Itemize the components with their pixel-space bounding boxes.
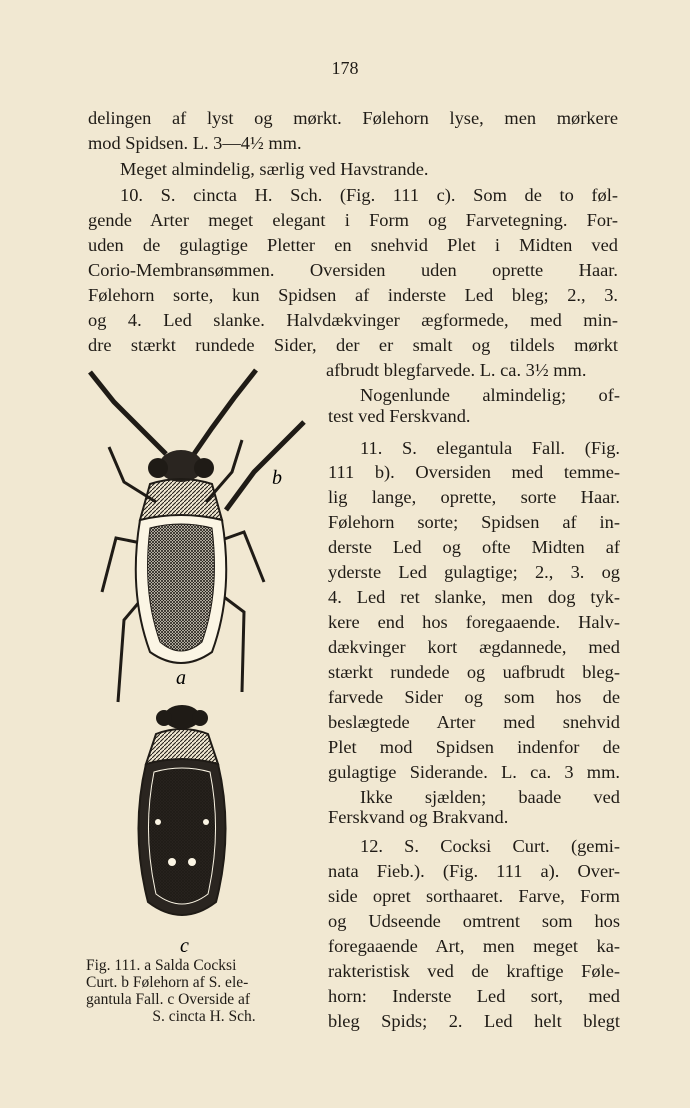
text-line: Plet mod Spidsen indenfor de (328, 737, 620, 757)
bug-a-salda-cocksi (90, 370, 264, 702)
text-line: lig lange, oprette, sorte Haar. (328, 487, 620, 507)
text-line: dækvinger kort ægdannede, med (328, 637, 620, 657)
text-line: foregaaende Art, men meget ka- (328, 936, 620, 956)
text-line: 4. Led ret slanke, men dog tyk- (328, 587, 620, 607)
antenna-b (226, 422, 304, 510)
text-line: test ved Ferskvand. (328, 406, 471, 426)
text-line: og Udseende omtrent som hos (328, 911, 620, 931)
caption-line: Fig. 111. a Salda Cocksi (86, 957, 237, 974)
page-number: 178 (331, 58, 359, 78)
text-line: 12. S. Cocksi Curt. (gemi- (360, 836, 620, 856)
text-line: beslægtede Arter med snehvid (328, 712, 620, 732)
text-line: Følehorn sorte, kun Spidsen af inderste Led bleg; 2., 3. (88, 285, 618, 305)
insect-illustration (84, 362, 324, 962)
text-line: Nogenlunde almindelig; of- (360, 385, 620, 405)
text-line: side opret sorthaaret. Farve, Form (328, 886, 620, 906)
text-line: 11. S. elegantula Fall. (Fig. (360, 438, 620, 458)
text-line: horn: Inderste Led sort, med (328, 986, 620, 1006)
text-line: kere end hos foregaaende. Halv- (328, 612, 620, 632)
figure-111 (84, 362, 324, 962)
caption-line: gantula Fall. c Overside af (86, 991, 250, 1008)
bug-c-salda-cincta (138, 705, 225, 915)
text-line: farvede Sider og som hos de (328, 687, 620, 707)
text-line: 10. S. cincta H. Sch. (Fig. 111 c). Som de to føl- (120, 185, 618, 205)
figure-caption (86, 957, 322, 1025)
text-line: 111 b). Oversiden med temme- (328, 462, 620, 482)
text-line: Meget almindelig, særlig ved Havstrande. (120, 159, 429, 179)
text-line: afbrudt blegfarvede. L. ca. 3½ mm. (326, 360, 587, 380)
text-line: derste Led og ofte Midten af (328, 537, 620, 557)
text-line: gende Arter meget elegant i Form og Farvetegning. For- (88, 210, 618, 230)
text-line: Ferskvand og Brakvand. (328, 807, 509, 827)
text-line: Ikke sjælden; baade ved (360, 787, 620, 807)
text-line: gulagtige Siderande. L. ca. 3 mm. (328, 762, 620, 782)
caption-line: Curt. b Følehorn af S. ele- (86, 974, 249, 991)
figure-label-b: b (272, 467, 282, 489)
figure-label-c: c (180, 935, 189, 957)
text-line: mod Spidsen. L. 3—4½ mm. (88, 133, 302, 153)
text-line: uden de gulagtige Pletter en snehvid Plet i Midten ved (88, 235, 618, 255)
text-line: yderste Led gulagtige; 2., 3. og (328, 562, 620, 582)
text-line: nata Fieb.). (Fig. 111 a). Over- (328, 861, 620, 881)
text-line: delingen af lyst og mørkt. Følehorn lyse, men mørkere (88, 108, 618, 128)
figure-label-a: a (176, 667, 186, 689)
text-line: dre stærkt rundede Sider, der er smalt og tildels mørkt (88, 335, 618, 355)
caption-line: S. cincta H. Sch. (152, 1008, 256, 1025)
text-line: Corio-Membransømmen. Oversiden uden oprette Haar. (88, 260, 618, 280)
text-line: Følehorn sorte; Spidsen af in- (328, 512, 620, 532)
text-line: rakteristisk ved de kraftige Føle- (328, 961, 620, 981)
text-line: stærkt rundede og uafbrudt bleg- (328, 662, 620, 682)
text-line: og 4. Led slanke. Halvdækvinger ægformede, med min- (88, 310, 618, 330)
text-line: bleg Spids; 2. Led helt blegt (328, 1011, 620, 1031)
